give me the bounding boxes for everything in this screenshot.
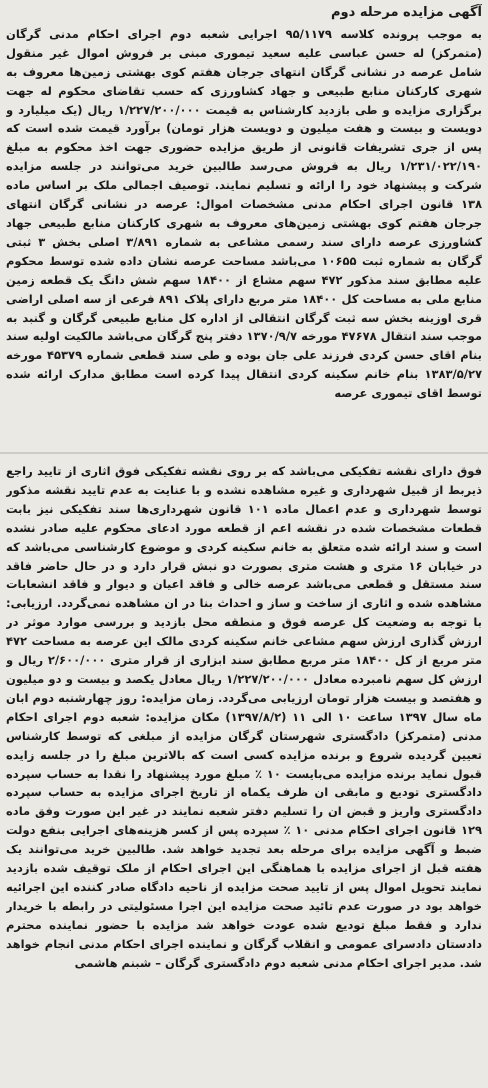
notice-body-part1: به موجب پرونده کلاسه ۹۵/۱۱۷۹ اجرایی شعبه دوم اجرای احکام مدنی گرگان (متمرکز) له حسن عباسی علیه سعید تیموری مبنی بر فروش اموال غیر منقول شامل عرصه در نشانی گرگان انتهای جرجان هفتم کوی بهشتی زمین‌ها معروف به شهری کارکنان منابع طبیعی و جهاد کشاورزی که حسب تقاضای محکوم له جهت برگزاری مزایده و طی بازدید کارشناس به قیمت ۱/۲۲۷/۲۰۰/۰۰۰ ریال (یک میلیارد و دویست و بیست و هفت میلیون و دویست هزار تومان) برآورد قیمت شده است که پس از جری تشریفات قانونی از طریق مزایده حضوری جهت اخذ محکوم به مبلغ ۱/۲۳۱/۰۲۲/۱۹۰ ریال به فروش می‌رسد طالبین خرید می‌توانند در جلسه مزایده شرکت و پیشنهاد خود را ارائه و تسلیم نمایند. توصیف اجمالی ملک بر اساس ماده ۱۳۸ قانون اجرای احکام مدنی مشخصات اموال: عرصه در نشانی گرگان انتهای جرجان هفتم کوی بهشتی زمین‌های معروف به شهری کارکنان منابع طبیعی جهاد کشاورزی عرصه دارای سند رسمی مشاعی به شماره ۳/۸۹۱ اصلی بخش ۳ ثبتی گرگان به شماره ثبت ۱۰۶۵۵ می‌باشد مساحت عرصه نشان داده شده توسط محکوم علیه مطابق سند مذکور ۴۷۲ سهم مشاع از ۱۸۴۰۰ سهم شش دانگ یک قطعه زمین منابع ملی به مساحت کل ۱۸۴۰۰ متر مربع دارای پلاک ۸۹۱ فرعی از سه اصلی اراضی قری اوزینه بخش سه ثبت گرگان انتقالی از اداره کل منابع طبیعی گرگان و گنبد به موجب سند انتقال ۴۷۶۷۸ مورخه ۱۳۷۰/۹/۷ دفتر پنج گرگان می‌باشد مالکیت اولیه سند بنام اقای حسن کردی فرزند علی جان بوده و طی سند قطعی شماره ۴۵۳۷۹ مورخه ۱۳۸۳/۵/۲۷ بنام خانم سکینه کردی انتقال پیدا کرده است مطابق مدارک ارائه شده توسط اقای تیموری عرصه: [6, 26, 482, 401]
notice-title: آگهی مزایده مرحله دوم: [331, 5, 482, 20]
notice-body-part2: فوق دارای نقشه تفکیکی می‌باشد که بر روی نقشه تفکیکی فوق اثاری از تایید راجع ذیربط از قبیل شهرداری و غیره مشاهده نشده و با عنایت به عدم تایید نقشه مذکور توسط شهرداری و عدم اعمال ماده ۱۰۱ قانون شهرداری‌ها سند تفکیکی نیز بابت قطعات مشخصات شده در نقشه اعم از قطعه مورد ادعای محکوم علیه صادر نشده است و سند ارائه شده متعلق به خانم سکینه کردی و موضوع کارشناسی می‌باشد که در خیابان ۱۶ متری و هشت متری بصورت دو نبش قرار دارد و در حال حاضر فاقد سند مستقل و قطعی می‌باشد عرصه خالی و فاقد اعیان و دیوار و فاقد انشعابات مشاهده شده و اثاری از ساخت و ساز و احداث بنا در ان مشاهده نمی‌گردد. ارزیابی: با توجه به وضعیت کل عرصه فوق و منطقه محل بازدید و بررسی موارد موثر در ارزش گذاری ارزش سهم مشاعی خانم سکینه کردی مالک این عرصه به مساحت ۴۷۲ متر مربع از کل ۱۸۴۰۰ متر مربع مطابق سند ابزاری از قرار متری ۲/۶۰۰/۰۰۰ ریال و ارزش کل سهم نامبرده معادل ۱/۲۲۷/۲۰۰/۰۰۰ ریال معادل یکصد و بیست و دو میلیون و هفتصد و بیست هزار تومان ارزیابی می‌گردد. زمان مزایده: روز چهارشنبه دوم ابان ماه سال ۱۳۹۷ ساعت ۱۰ الی ۱۱ (۱۳۹۷/۸/۲) مکان مزایده: شعبه دوم اجرای احکام مدنی (متمرکز) دادگستری شهرستان گرگان مزایده از مبلغی که توسط کارشناس تعیین گردیده شروع و برنده مزایده کسی است که بالاترین مبلغ را در جلسه زایده قبول نماید برنده مزایده می‌بایست ۱۰ ٪ مبلغ مورد پیشنهاد را نقدا به حساب سپرده دادگستری تودیع و مابقی ان ظرف یکماه از تاریخ اجرای مزایده به حساب سپرده دادگستری واریز و قبض ان را تسلیم دفتر شعبه نمایند در غیر این صورت وفق ماده ۱۲۹ قانون اجرای احکام مدنی ۱۰ ٪ سپرده پس از کسر هزینه‌های اجرایی بنفع دولت ضبط و آگهی مزایده برای مرحله بعد تجدید خواهد شد. طالبین خرید می‌توانند یک هفته قبل از اجرای مزایده با هماهنگی این اجرای احکام از ملک توقیف شده بازدید نمایند تحویل اموال پس از تایید صحت مزایده از ناحیه دادگاه صادر کننده این اجرائیه خواهد بود در صورت عدم تائید صحت مزایده این اجرا مسئولیتی در رابطه با خریدار ندارد و فقط مبلغ تودیع شده عودت خواهد شد مزایده با حضور نماینده محترم دادستان دادسرای عمومی و انقلاب گرگان و نماینده اجرای احکام مدنی انجام خواهد شد. مدیر اجرای احکام مدنی شعبه دوم دادگستری گرگان – شبنم هاشمی: [6, 464, 482, 970]
column-divider: [0, 452, 488, 454]
notice-column-top: [6, 4, 482, 448]
notice-column-bottom: [6, 462, 482, 1082]
